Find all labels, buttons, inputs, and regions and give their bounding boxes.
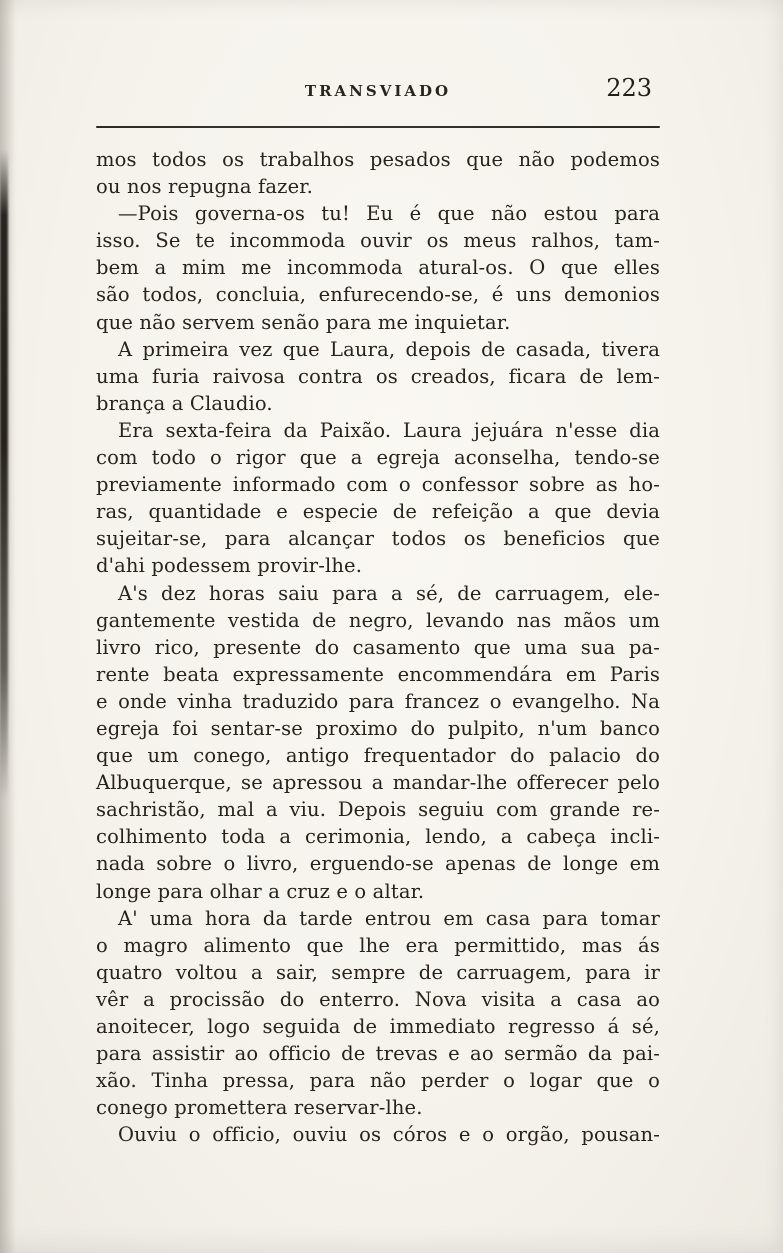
text-line: brança a Claudio. xyxy=(96,391,273,415)
text-line: colhimento toda a cerimonia, lendo, a cabeça incli- xyxy=(96,825,660,849)
text-line: previamente informado com o confessor sobre as ho- xyxy=(96,473,660,497)
text-line: uma furia raivosa contra os creados, ficara de lem- xyxy=(96,364,660,388)
text-line: d'ahi podessem provir-lhe. xyxy=(96,554,363,578)
text-line: vêr a procissão do enterro. Nova visita a casa ao xyxy=(96,987,660,1011)
text-line: que um conego, antigo frequentador do palacio do xyxy=(96,744,660,768)
text-line: ras, quantidade e especie de refeição a que devia xyxy=(96,500,660,524)
text-line: longe para olhar a cruz e o altar. xyxy=(96,879,425,903)
text-line: conego promettera reservar-lhe. xyxy=(96,1096,423,1120)
text-line: egreja foi sentar-se proximo do pulpito, n'um banco xyxy=(96,716,660,740)
text-line: A' uma hora da tarde entrou em casa para tomar xyxy=(118,906,660,930)
text-line: para assistir ao officio de trevas e ao sermão da pai- xyxy=(96,1042,660,1066)
text-line: sachristão, mal a viu. Depois seguiu com grande re- xyxy=(96,798,660,822)
text-line: o magro alimento que lhe era permittido, mas ás xyxy=(96,933,660,957)
text-line: livro rico, presente do casamento que uma sua pa- xyxy=(96,635,660,659)
text-line: isso. Se te incommoda ouvir os meus ralhos, tam- xyxy=(96,229,660,253)
text-line: quatro voltou a sair, sempre de carruagem, para ir xyxy=(96,960,660,984)
text-line: ou nos repugna fazer. xyxy=(96,175,313,199)
scan-left-edge-shade xyxy=(0,0,16,1253)
running-title: TRANSVIADO xyxy=(304,82,452,100)
text-line: xão. Tinha pressa, para não perder o logar que o xyxy=(96,1069,660,1093)
scan-gutter-shadow xyxy=(0,150,8,800)
text-line: nada sobre o livro, erguendo-se apenas de longe em xyxy=(96,852,660,876)
text-line: mos todos os trabalhos pesados que não podemos xyxy=(96,148,660,171)
text-line: A primeira vez que Laura, depois de casada, tivera xyxy=(118,337,660,361)
text-line: —Pois governa-os tu! Eu é que não estou para xyxy=(118,202,660,226)
text-line: rente beata expressamente encommendára em Paris xyxy=(96,662,660,686)
text-line: anoitecer, logo seguida de immediato regresso á sé, xyxy=(96,1015,660,1038)
page-header xyxy=(96,76,660,110)
page-text xyxy=(96,146,660,1148)
text-line: que não servem senão para me inquietar. xyxy=(96,310,511,334)
header-divider xyxy=(96,126,660,128)
text-line: Era sexta-feira da Paixão. Laura jejuára n'esse dia xyxy=(118,418,660,442)
text-line: são todos, concluia, enfurecendo-se, é uns demonios xyxy=(96,283,660,307)
text-line: Ouviu o officio, ouviu os córos e o orgão, pousan- xyxy=(118,1123,660,1147)
text-line: A's dez horas saiu para a sé, de carruagem, ele- xyxy=(118,581,660,605)
text-line: gantemente vestida de negro, levando nas mãos um xyxy=(96,608,660,632)
text-line: com todo o rigor que a egreja aconselha, tendo-se xyxy=(96,446,660,470)
text-line: e onde vinha traduzido para francez o evangelho. Na xyxy=(96,689,660,713)
text-line: sujeitar-se, para alcançar todos os beneficios que xyxy=(96,527,660,551)
page-number: 223 xyxy=(606,74,652,102)
text-line: Albuquerque, se apressou a mandar-lhe offerecer pelo xyxy=(96,771,660,795)
text-line: bem a mim me incommoda atural-os. O que elles xyxy=(96,256,660,280)
